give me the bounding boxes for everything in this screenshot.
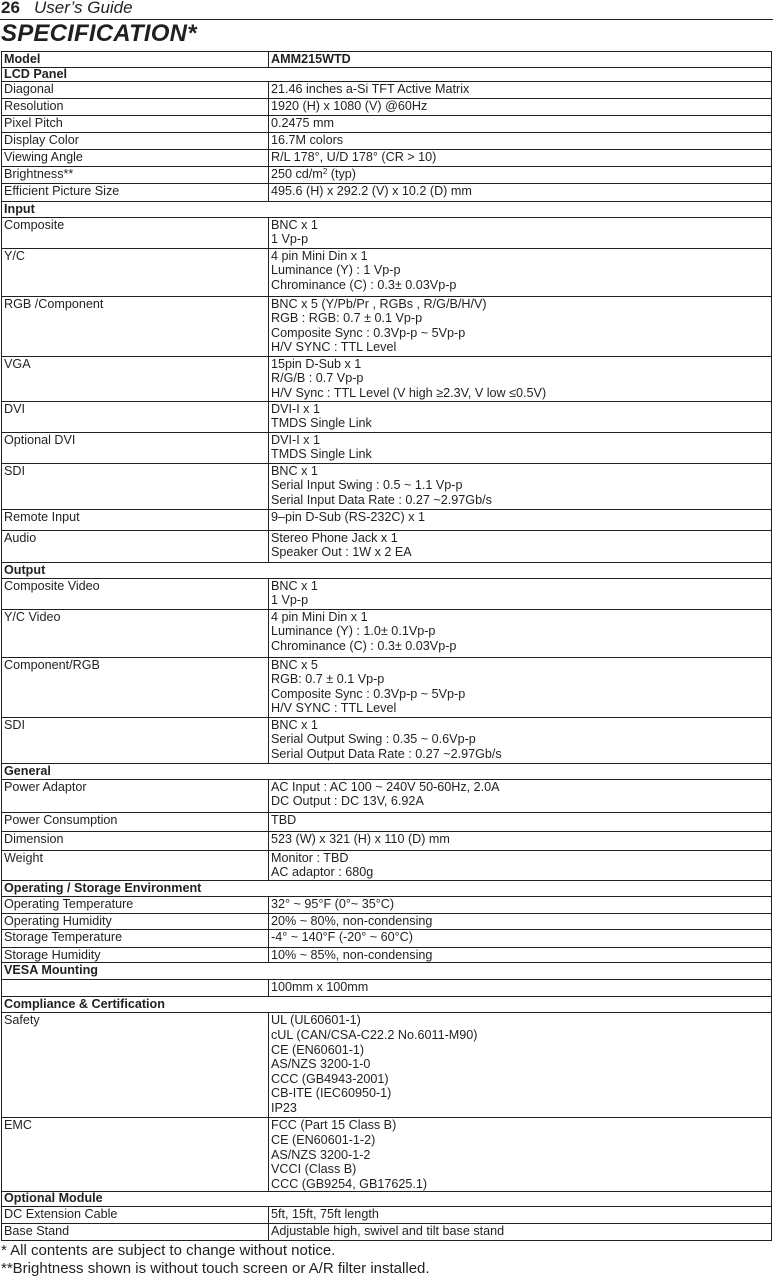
- footnote-brightness: **Brightness shown is without touch screen or A/R filter installed.: [1, 1259, 430, 1277]
- spec-value-line: Adjustable high, swivel and tilt base stand: [271, 1224, 505, 1239]
- spec-label: Weight: [2, 850, 269, 880]
- spec-row: [2, 98, 772, 115]
- spec-row: [2, 850, 772, 880]
- spec-value-line: H/V Sync : TTL Level (V high ≥2.3V, V low ≤0.5V): [271, 385, 547, 400]
- spec-row: [2, 296, 772, 356]
- spec-value-line: 15pin D-Sub x 1: [271, 356, 362, 371]
- spec-value-line: Monitor : TBD: [271, 850, 349, 865]
- spec-row: [2, 913, 772, 929]
- spec-value: [269, 717, 772, 763]
- spec-value: [269, 296, 772, 356]
- spec-row: [2, 166, 772, 183]
- spec-label: Storage Temperature: [2, 929, 269, 947]
- spec-value-line: 16.7M colors: [271, 132, 344, 147]
- spec-value-line: cUL (CAN/CSA-C22.2 No.6011-M90): [271, 1027, 478, 1042]
- spec-value: [269, 217, 772, 248]
- spec-value-line: 4 pin Mini Din x 1: [271, 609, 368, 624]
- section-title: Compliance & Certification: [2, 997, 772, 1013]
- superscript: 2: [322, 166, 328, 176]
- spec-row: [2, 509, 772, 530]
- spec-value-line: Composite Sync : 0.3Vp-p ~ 5Vp-p: [271, 325, 466, 340]
- spec-row: [2, 929, 772, 947]
- spec-label: Composite Video: [2, 578, 269, 609]
- spec-value: [269, 183, 772, 201]
- spec-value-line: BNC x 1: [271, 578, 318, 593]
- spec-row: [2, 1207, 772, 1224]
- section-header: [2, 997, 772, 1013]
- spec-label: [2, 980, 269, 997]
- section-title: VESA Mounting: [2, 963, 772, 980]
- spec-label: Operating Temperature: [2, 896, 269, 913]
- spec-value-line: 4 pin Mini Din x 1: [271, 248, 368, 263]
- spec-value: [269, 1207, 772, 1224]
- spec-value: [269, 356, 772, 401]
- spec-value-line: Chrominance (C) : 0.3± 0.03Vp-p: [271, 277, 457, 292]
- spec-value-line: Serial Input Data Rate : 0.27 ~2.97Gb/s: [271, 492, 492, 507]
- spec-value-line: 21.46 inches a-Si TFT Active Matrix: [271, 81, 470, 96]
- spec-row: [2, 401, 772, 432]
- spec-row: [2, 1118, 772, 1192]
- spec-label: Y/C: [2, 248, 269, 296]
- spec-value: [269, 896, 772, 913]
- section-title: LCD Panel: [2, 67, 772, 81]
- spec-value: [269, 432, 772, 463]
- spec-row: [2, 530, 772, 562]
- spec-value: [269, 132, 772, 149]
- spec-row: [2, 432, 772, 463]
- spec-row: [2, 217, 772, 248]
- spec-row: [2, 779, 772, 812]
- spec-value-line: CE (EN60601-1-2): [271, 1132, 376, 1147]
- spec-row: [2, 356, 772, 401]
- spec-value: [269, 98, 772, 115]
- section-header: [2, 763, 772, 779]
- spec-value-line: CCC (GB9254, GB17625.1): [271, 1176, 428, 1191]
- spec-label: Viewing Angle: [2, 149, 269, 166]
- spec-value-line: FCC (Part 15 Class B): [271, 1118, 397, 1133]
- section-title: Input: [2, 201, 772, 217]
- spec-value: [269, 657, 772, 717]
- section-header: [2, 880, 772, 896]
- spec-row: [2, 609, 772, 657]
- spec-value-line: R/L 178°, U/D 178° (CR > 10): [271, 149, 437, 164]
- spec-value-line: TMDS Single Link: [271, 416, 372, 431]
- spec-value-line: BNC x 1: [271, 463, 318, 478]
- spec-row: [2, 657, 772, 717]
- spec-value-line: CCC (GB4943-2001): [271, 1071, 389, 1086]
- spec-label: DC Extension Cable: [2, 1207, 269, 1224]
- model-row: [2, 52, 772, 68]
- spec-value-line: BNC x 5 (Y/Pb/Pr , RGBs , R/G/B/H/V): [271, 296, 487, 311]
- model-label: Model: [2, 52, 269, 68]
- spec-value-line: BNC x 5: [271, 657, 318, 672]
- spec-value: [269, 463, 772, 509]
- spec-value: [269, 609, 772, 657]
- spec-value-line: 523 (W) x 321 (H) x 110 (D) mm: [271, 831, 450, 846]
- spec-label: Y/C Video: [2, 609, 269, 657]
- spec-label: DVI: [2, 401, 269, 432]
- spec-value: [269, 850, 772, 880]
- section-header: [2, 67, 772, 81]
- spec-value-line: 1920 (H) x 1080 (V) @60Hz: [271, 98, 428, 113]
- footnote-change-notice: * All contents are subject to change without notice.: [1, 1242, 336, 1259]
- spec-value-line: CB-ITE (IEC60950-1): [271, 1086, 392, 1101]
- spec-value: [269, 929, 772, 947]
- spec-value-line: RGB: 0.7 ± 0.1 Vp-p: [271, 672, 385, 687]
- section-header: [2, 963, 772, 980]
- spec-value-line: H/V SYNC : TTL Level: [271, 701, 397, 716]
- spec-row: [2, 463, 772, 509]
- spec-value: [269, 980, 772, 997]
- page-title: SPECIFICATION*: [1, 20, 197, 47]
- spec-value-line: 5ft, 15ft, 75ft length: [271, 1207, 379, 1222]
- spec-label: Remote Input: [2, 509, 269, 530]
- spec-label: Resolution: [2, 98, 269, 115]
- spec-value: [269, 779, 772, 812]
- section-header: [2, 1192, 772, 1207]
- spec-value-line: Stereo Phone Jack x 1: [271, 530, 398, 545]
- spec-label: Display Color: [2, 132, 269, 149]
- section-header: [2, 562, 772, 578]
- spec-label: Dimension: [2, 831, 269, 850]
- section-title: Output: [2, 562, 772, 578]
- spec-value: [269, 530, 772, 562]
- spec-label: EMC: [2, 1118, 269, 1192]
- spec-value-line: 9–pin D-Sub (RS-232C) x 1: [271, 509, 425, 524]
- spec-label: SDI: [2, 717, 269, 763]
- spec-row: [2, 717, 772, 763]
- spec-label: Pixel Pitch: [2, 115, 269, 132]
- spec-row: [2, 896, 772, 913]
- spec-value: [269, 115, 772, 132]
- spec-row: [2, 248, 772, 296]
- spec-label: Brightness**: [2, 166, 269, 183]
- spec-value-line: H/V SYNC : TTL Level: [271, 340, 397, 355]
- spec-label: VGA: [2, 356, 269, 401]
- spec-value-line: -4° ~ 140°F (-20° ~ 60°C): [271, 929, 413, 944]
- spec-value-line: 100mm x 100mm: [271, 980, 369, 995]
- spec-value-line: 32° ~ 95°F (0°~ 35°C): [271, 896, 395, 911]
- footnotes: [1, 1242, 430, 1277]
- spec-value-line: DVI-I x 1: [271, 432, 320, 447]
- spec-value: [269, 1013, 772, 1118]
- spec-label: Operating Humidity: [2, 913, 269, 929]
- spec-value: [269, 1118, 772, 1192]
- spec-value-line: R/G/B : 0.7 Vp-p: [271, 371, 364, 386]
- spec-value-line: AC adaptor : 680g: [271, 865, 374, 880]
- section-title: Operating / Storage Environment: [2, 880, 772, 896]
- spec-label: Base Stand: [2, 1224, 269, 1241]
- spec-value-line: AC Input : AC 100 ~ 240V 50-60Hz, 2.0A: [271, 779, 500, 794]
- spec-value-line: UL (UL60601-1): [271, 1013, 361, 1028]
- spec-value: [269, 149, 772, 166]
- spec-value-line: Serial Input Swing : 0.5 ~ 1.1 Vp-p: [271, 478, 463, 493]
- spec-value-line: DVI-I x 1: [271, 401, 320, 416]
- spec-label: Safety: [2, 1013, 269, 1118]
- spec-row: [2, 947, 772, 963]
- spec-value: [269, 509, 772, 530]
- spec-value-line: IP23: [271, 1100, 297, 1115]
- spec-label: Audio: [2, 530, 269, 562]
- spec-value: [269, 947, 772, 963]
- model-value: AMM215WTD: [269, 52, 772, 68]
- spec-label: Diagonal: [2, 81, 269, 98]
- spec-row: [2, 132, 772, 149]
- spec-value-line: BNC x 1: [271, 217, 318, 232]
- spec-value: [269, 812, 772, 831]
- spec-label: Optional DVI: [2, 432, 269, 463]
- spec-value-line: CE (EN60601-1): [271, 1042, 365, 1057]
- spec-label: RGB /Component: [2, 296, 269, 356]
- spec-row: [2, 1224, 772, 1241]
- spec-row: [2, 183, 772, 201]
- spec-row: [2, 831, 772, 850]
- spec-value-line: AS/NZS 3200-1-2: [271, 1147, 371, 1162]
- spec-value: [269, 913, 772, 929]
- spec-label: Composite: [2, 217, 269, 248]
- spec-label: Efficient Picture Size: [2, 183, 269, 201]
- section-title: General: [2, 763, 772, 779]
- guide-title: User’s Guide: [34, 0, 133, 17]
- spec-label: Power Consumption: [2, 812, 269, 831]
- spec-value-line: Luminance (Y) : 1.0± 0.1Vp-p: [271, 624, 436, 639]
- spec-label: Power Adaptor: [2, 779, 269, 812]
- spec-value-line: Serial Output Data Rate : 0.27 ~2.97Gb/s: [271, 746, 502, 761]
- spec-row: [2, 81, 772, 98]
- spec-label: Storage Humidity: [2, 947, 269, 963]
- spec-value-line: 10% ~ 85%, non-condensing: [271, 947, 433, 962]
- spec-value: [269, 166, 772, 183]
- spec-value-line: 1 Vp-p: [271, 232, 309, 247]
- spec-label: Component/RGB: [2, 657, 269, 717]
- spec-value-line: AS/NZS 3200-1-0: [271, 1057, 371, 1072]
- spec-value-line: VCCI (Class B): [271, 1162, 357, 1177]
- section-header: [2, 201, 772, 217]
- spec-value-line: Speaker Out : 1W x 2 EA: [271, 545, 412, 560]
- spec-value-line: 1 Vp-p: [271, 593, 309, 608]
- spec-label: SDI: [2, 463, 269, 509]
- spec-value: [269, 81, 772, 98]
- specification-table: [1, 51, 772, 1241]
- spec-row: [2, 149, 772, 166]
- spec-value-line: 0.2475 mm: [271, 115, 334, 130]
- section-title: Optional Module: [2, 1192, 772, 1207]
- spec-value-line: 495.6 (H) x 292.2 (V) x 10.2 (D) mm: [271, 183, 472, 198]
- spec-row: [2, 578, 772, 609]
- spec-value-line: RGB : RGB: 0.7 ± 0.1 Vp-p: [271, 311, 423, 326]
- spec-value: [269, 1224, 772, 1241]
- spec-value-line: Serial Output Swing : 0.35 ~ 0.6Vp-p: [271, 732, 476, 747]
- spec-row: [2, 1013, 772, 1118]
- spec-value-line: BNC x 1: [271, 717, 318, 732]
- spec-value: [269, 578, 772, 609]
- spec-row: [2, 980, 772, 997]
- spec-value-line: TBD: [271, 812, 297, 827]
- page-header: [0, 0, 773, 20]
- spec-value-line: Luminance (Y) : 1 Vp-p: [271, 263, 401, 278]
- spec-row: [2, 812, 772, 831]
- spec-value-line: Chrominance (C) : 0.3± 0.03Vp-p: [271, 638, 457, 653]
- spec-value-line: DC Output : DC 13V, 6.92A: [271, 794, 424, 809]
- spec-value: [269, 401, 772, 432]
- spec-value-line: 250 $cd/m^2$ (typ): [271, 166, 356, 181]
- spec-value-line: Composite Sync : 0.3Vp-p ~ 5Vp-p: [271, 686, 466, 701]
- spec-value-line: 20% ~ 80%, non-condensing: [271, 913, 433, 928]
- spec-row: [2, 115, 772, 132]
- spec-value: [269, 831, 772, 850]
- spec-value-line: TMDS Single Link: [271, 447, 372, 462]
- page-number: 26: [1, 0, 20, 17]
- spec-value: [269, 248, 772, 296]
